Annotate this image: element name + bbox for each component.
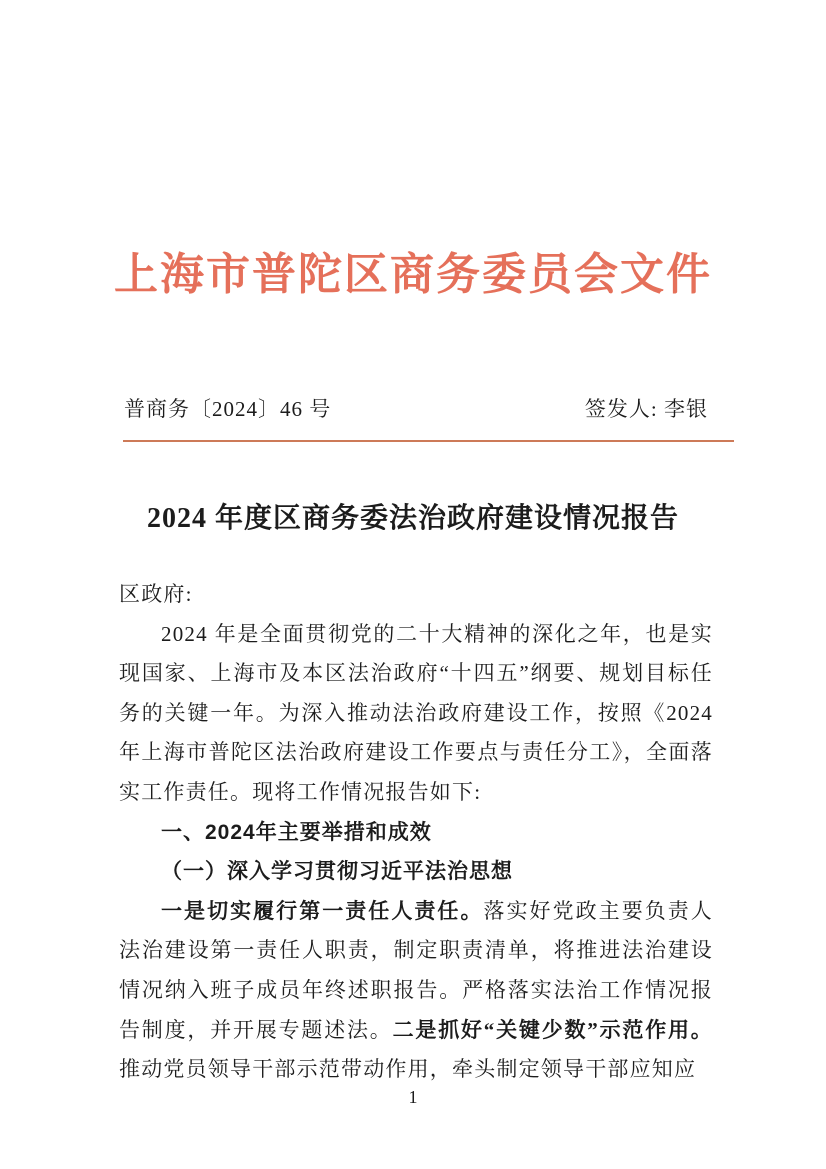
doc-info-row	[124, 393, 708, 423]
intro-paragraph: 2024 年是全面贯彻党的二十大精神的深化之年，也是实现国家、上海市及本区法治政府“十四五”纲要、规划目标任务的关键一年。为深入推动法治政府建设工作，按照《2024年上海市普陀区法治政府建设工作要点与责任分工》，全面落实工作责任。现将工作情况报告如下:	[119, 621, 713, 804]
red-separator-rule	[123, 440, 734, 442]
document-title: 2024 年度区商务委法治政府建设情况报告	[146, 503, 679, 534]
text-run-2: 推动党员领导干部示范带动作用，牵头制定领导干部应知应	[119, 1057, 697, 1082]
emphasis-run-1: 一是切实履行第一责任人责任。	[161, 898, 484, 923]
emphasis-run-2: 二是抓好“关键少数”示范作用。	[392, 1017, 714, 1042]
signer: 签发人: 李银	[584, 397, 708, 421]
section-heading-1: 一、2024年主要举措和成效	[161, 820, 432, 844]
body-paragraph-2	[119, 892, 713, 1090]
salutation: 区政府:	[119, 582, 193, 606]
subsection-heading-1: （一）深入学习贯彻习近平法治思想	[161, 859, 513, 884]
letterhead-title: 上海市普陀区商务委员会文件	[114, 250, 712, 299]
document-body	[119, 575, 713, 1090]
page-number: 1	[408, 1087, 418, 1107]
text-run-1: 落实好党政主要负责人法治建设第一责任人职责，制定职责清单，将推进法治建设情况纳入班子成员年终述职报告。严格落实法治工作情况报告制度，并开展专题述法。	[119, 898, 713, 1042]
doc-number: 普商务〔2024〕46 号	[124, 397, 332, 421]
